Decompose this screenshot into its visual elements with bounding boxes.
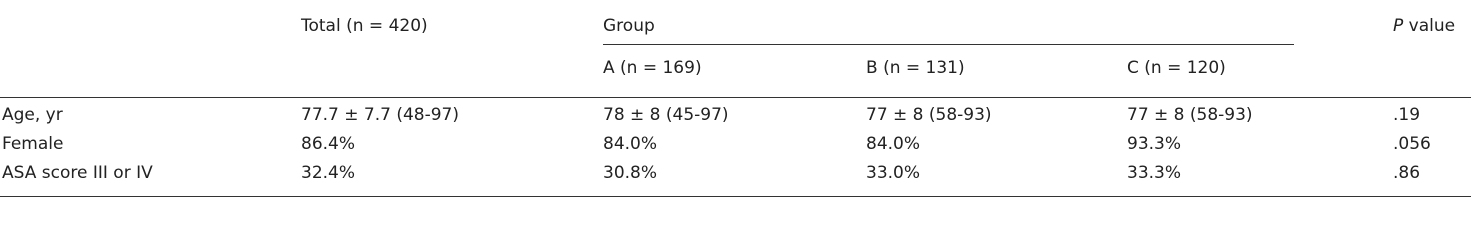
header-pvalue-rest: value (1403, 16, 1456, 36)
row-pvalue: .86 (1393, 163, 1421, 183)
header-pvalue (1393, 16, 1455, 36)
group-divider-rule (603, 44, 1294, 45)
row-pvalue: .056 (1393, 134, 1431, 154)
row-group-c: 93.3% (1127, 134, 1182, 154)
row-label: Female (2, 134, 64, 154)
row-pvalue: .19 (1393, 105, 1421, 125)
row-total: 77.7 ± 7.7 (48-97) (301, 105, 460, 125)
header-group-c: C (n = 120) (1127, 58, 1226, 78)
row-group-a: 78 ± 8 (45-97) (603, 105, 729, 125)
header-group: Group (603, 16, 655, 36)
row-label: ASA score III or IV (2, 163, 153, 183)
header-group-b: B (n = 131) (866, 58, 965, 78)
row-group-b: 84.0% (866, 134, 921, 154)
row-total: 32.4% (301, 163, 356, 183)
header-bottom-rule (0, 97, 1471, 98)
header-group-a: A (n = 169) (603, 58, 702, 78)
header-total: Total (n = 420) (301, 16, 428, 36)
header-pvalue-p: P (1393, 16, 1404, 36)
row-group-a: 84.0% (603, 134, 658, 154)
row-group-a: 30.8% (603, 163, 658, 183)
table-bottom-rule (0, 196, 1471, 197)
row-group-c: 77 ± 8 (58-93) (1127, 105, 1253, 125)
row-group-b: 33.0% (866, 163, 921, 183)
row-total: 86.4% (301, 134, 356, 154)
row-group-b: 77 ± 8 (58-93) (866, 105, 992, 125)
row-group-c: 33.3% (1127, 163, 1182, 183)
row-label: Age, yr (2, 105, 63, 125)
